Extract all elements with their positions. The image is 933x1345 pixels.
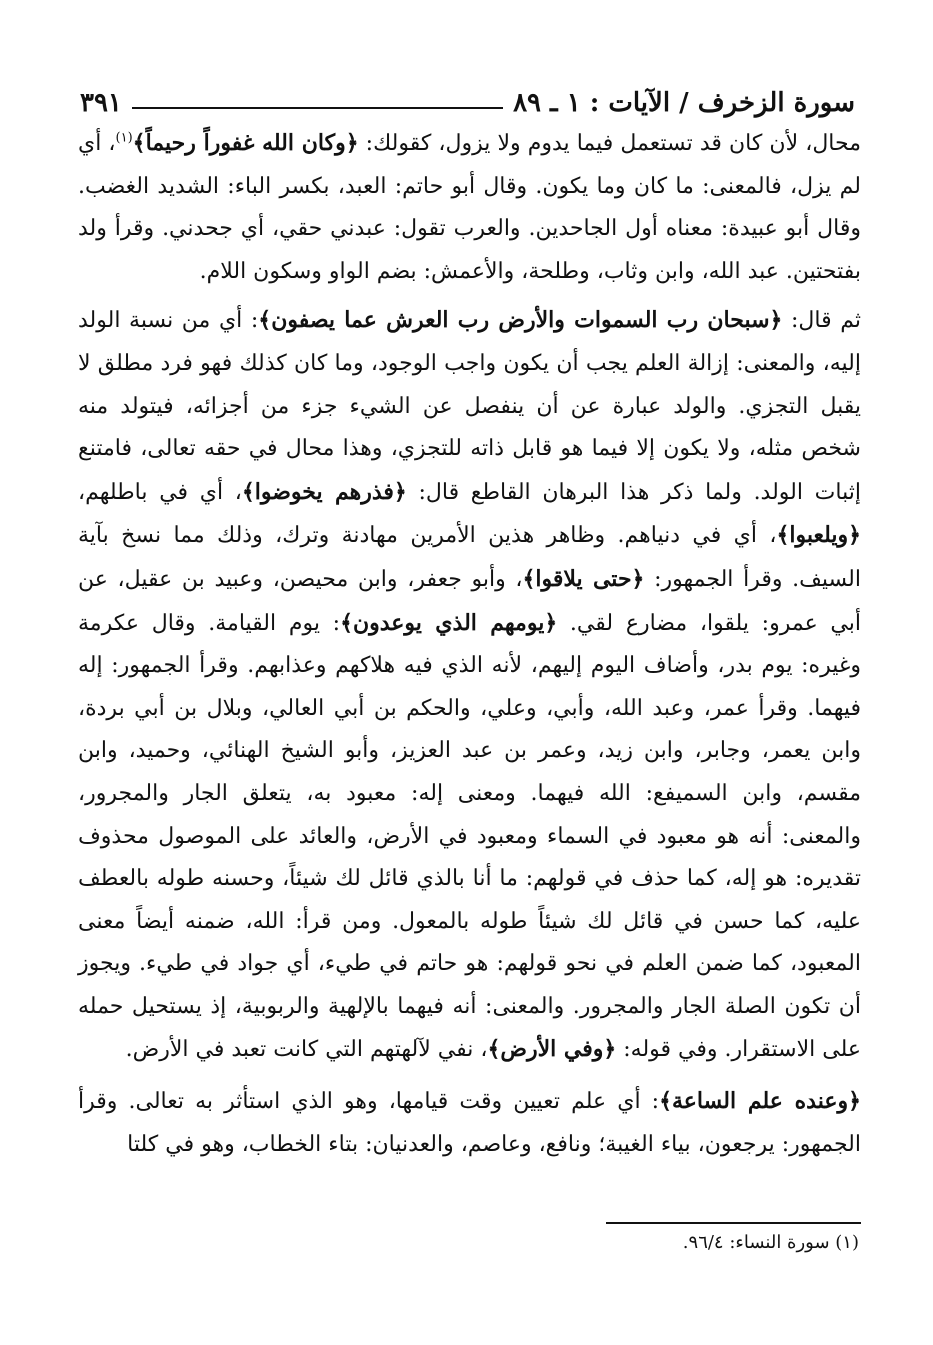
text-run: ثم قال: — [782, 308, 862, 334]
quran-verse: ﴿سبحان رب السموات والأرض رب العرش عما يصفون﴾ — [258, 307, 783, 334]
main-text — [78, 122, 861, 1174]
footnote-rule — [606, 1222, 861, 1224]
quran-verse: ﴿وكان الله غفوراً رحيماً﴾ — [132, 130, 359, 156]
text-run: ، أي لم يزل، فالمعنى: ما كان وما يكون. وقال أبو حاتم: العبد، بكسر الباء: الشديد الغضب. وقال أبو عبيدة: معناه أول الجاحدين. والعرب تقول: عبدني حقي، أي جحدني. وقرأ ولد بفتحتين. عبد الله، وابن وثاب، وطلحة، والأعمش: بضم الواو وسكون اللام. — [78, 131, 862, 284]
page-header — [80, 72, 855, 118]
page-number: ٣٩١ — [80, 88, 122, 118]
header-rule — [132, 107, 503, 109]
text-run: ، أي في دنياهم. وظاهر هذين الأمرين مهادنة وترك، وذلك مما نسخ بآية السيف. وقرأ الجمهور: — [78, 523, 861, 592]
quran-verse: ﴿وعنده علم الساعة﴾ — [659, 1088, 861, 1115]
text-run: ، وأبو جعفر، وابن محيصن، وعبيد بن عقيل، عن أبي عمرو: يلقوا، مضارع لقي. — [78, 566, 861, 636]
quran-verse: ﴿حتى يلاقوا﴾ — [522, 565, 645, 592]
text-run: ، أي في باطلهم، — [78, 479, 242, 505]
quran-verse: ﴿يومهم الذي يوعدون﴾ — [340, 609, 558, 636]
quran-verse: ﴿وفي الأرض﴾ — [487, 1036, 617, 1063]
quran-verse: ﴿ويلعبوا﴾ — [776, 522, 861, 549]
paragraph-2 — [78, 299, 861, 1072]
text-run: ، نفي لآلهتهم التي كانت تعبد في الأرض. — [125, 1037, 488, 1063]
text-run: محال، لأن كان قد تستعمل فيما يدوم ولا يزول، كقولك: — [358, 131, 861, 156]
text-run: : أي علم تعيين وقت قيامها، وهو الذي استأثر به تعالى. وقرأ الجمهور: يرجعون، بياء الغيبة؛ ونافع، وعاصم، والعدنيان: بتاء الخطاب، وهو في كلتا — [78, 1089, 861, 1157]
footnote: (١) سورة النساء: ٩٦/٤. — [682, 1232, 859, 1253]
paragraph-3 — [78, 1080, 861, 1166]
running-title: سورة الزخرف / الآيات : ١ ـ ٨٩ — [513, 88, 855, 118]
text-run: : أي من نسبة الولد إليه، والمعنى: إزالة العلم يجب أن يكون واجب الوجود، وما كان كذلك فهو فرد مطلق لا يقبل التجزي. والولد عبارة عن أن ينفصل عن الشيء جزء من أجزائه، فيتولد منه شخص مثله، ولا يكون إلا فيما هو قابل ذاته للتجزي، وهذا محال في حقه تعالى، فامتنع إثبات الولد. ولما ذكر هذا البرهان القاطع قال: — [78, 308, 861, 505]
quran-verse: ﴿فذرهم يخوضوا﴾ — [241, 478, 407, 505]
paragraph-1 — [78, 122, 861, 293]
footnote-ref: (١) — [115, 130, 133, 146]
text-run: : يوم القيامة. وقال عكرمة وغيره: يوم بدر، وأضاف اليوم إليهم، لأنه الذي فيه هلاكهم وعذابهم. وقرأ الجمهور: إله فيهما. وقرأ عمر، وعبد الله، وأبي، وعلي، والحكم بن أبي العالي، وبلال بن أبي بردة، وابن يعمر، وجابر، وابن زيد، وعمر بن عبد العزيز، وأبو الشيخ الهنائي، وحميد، وابن مقسم، وابن السميفع: الله فيهما. ومعنى إله: معبود به، يتعلق الجار والمجرور، والمعنى: أنه هو معبود في السماء ومعبود في الأرض، والعائد على الموصول محذوف تقديره: هو إله، كما حذف في قولهم: ما أنا بالذي قائل لك شيئاً، وحسنه طوله بالعطف عليه، كما حسن في قائل لك شيئاً طوله بالمعول. ومن قرأ: الله، ضمنه أيضاً معنى المعبود، كما ضمن العلم في نحو قولهم: هو حاتم في طيء، أي جواد في طيء. ويجوز أن تكون الصلة الجار والمجرور. والمعنى: أنه فيهما بالإلهية والربوبية، إذ يستحيل حمله على الاستقرار. وفي قوله: — [78, 610, 861, 1063]
